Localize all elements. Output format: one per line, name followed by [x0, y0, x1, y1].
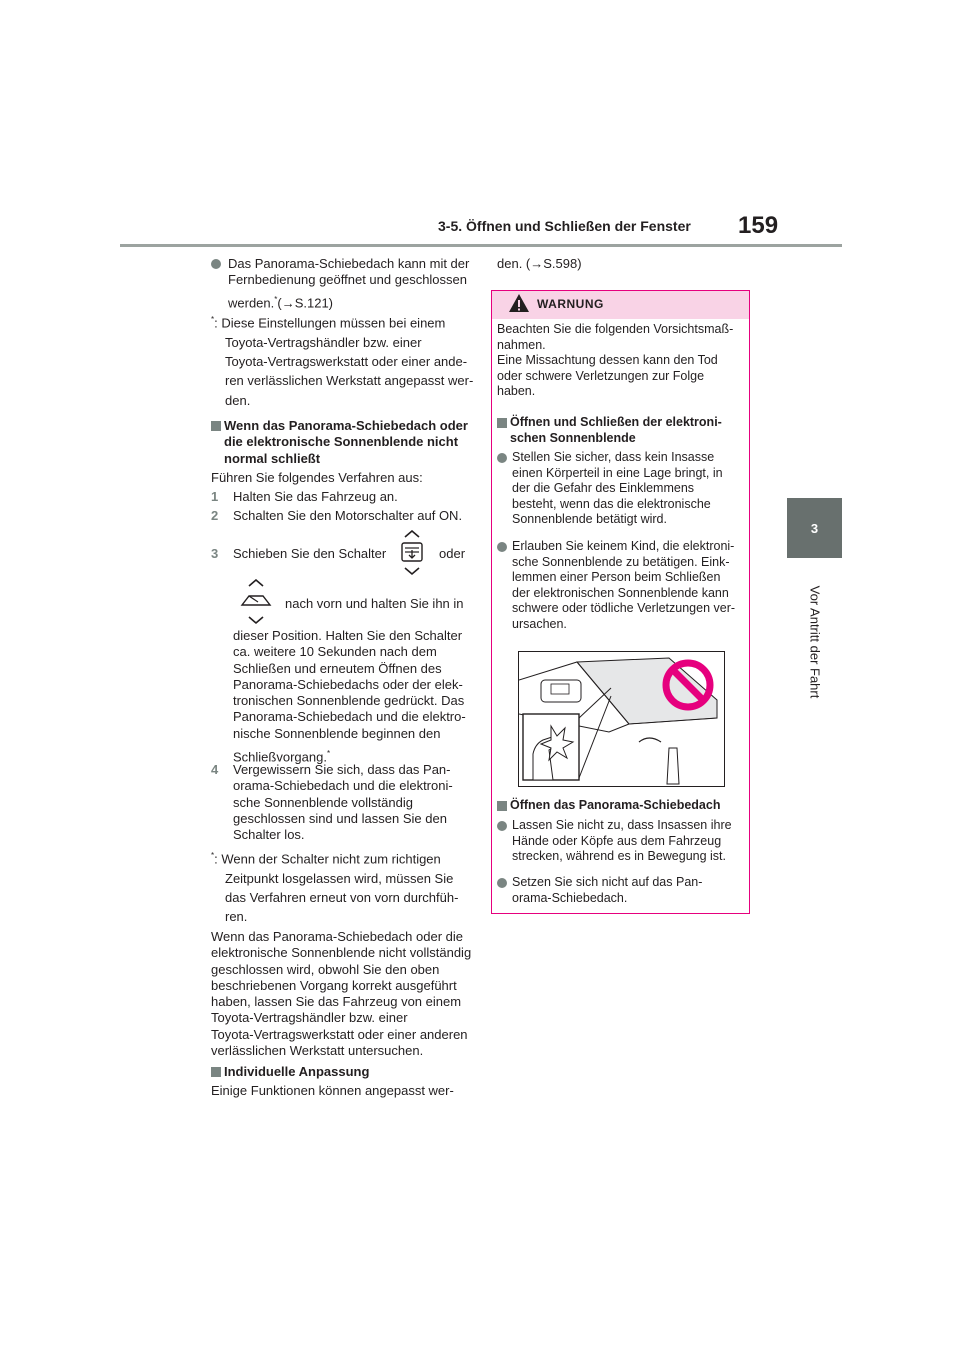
- step-text: Halten Sie das Fahrzeug an.: [233, 489, 398, 504]
- note-line: den.: [225, 392, 251, 408]
- step-line: Schließen und erneutem Öffnen des: [233, 660, 442, 676]
- warning-line: Setzen Sie sich nicht auf das Pan-: [512, 875, 703, 889]
- warning-line: der elektronischen Sonnenblende kann: [512, 585, 729, 600]
- page-number: 159: [738, 212, 779, 239]
- intro-line: werden.: [228, 294, 275, 310]
- continuation-text: den. (→S.598): [497, 256, 582, 271]
- heading-line: Öffnen und Schließen der elektroni-: [510, 415, 722, 429]
- inspection-paragraph: [211, 929, 481, 1059]
- bullet-icon: [497, 453, 507, 463]
- chapter-label-text: Vor Antritt der Fahrt: [807, 585, 823, 699]
- step-3-body: [233, 628, 483, 766]
- heading-text: Individuelle Anpassung: [224, 1064, 370, 1079]
- bullet-icon: [497, 878, 507, 888]
- warning-line: Hände oder Köpfe aus dem Fahrzeug: [512, 833, 722, 848]
- step-line: Vergewissern Sie sich, dass das Pan-: [233, 762, 451, 777]
- warning-line: orama-Schiebedach.: [512, 890, 628, 905]
- warning-bullet-4: [497, 875, 745, 906]
- step-line: ca. weitere 10 Sekunden nach dem: [233, 644, 437, 660]
- left-column: [211, 256, 481, 1126]
- warning-line: Lassen Sie nicht zu, dass Insassen ihre: [512, 818, 732, 832]
- warning-heading-sunshade: [497, 415, 745, 446]
- intro-bullet: [211, 256, 481, 311]
- warning-line: einen Körperteil in eine Lage bringt, in: [512, 465, 723, 480]
- procedure-intro: Führen Sie folgendes Verfahren aus:: [211, 470, 423, 485]
- bullet-icon: [211, 259, 221, 269]
- warning-line: strecken, während es in Bewegung ist.: [512, 849, 727, 864]
- note-line: : Diese Einstellungen müssen bei einem: [214, 315, 446, 331]
- heading-text: Öffnen das Panorama-Schiebedach: [510, 798, 721, 812]
- header-rule: [120, 244, 842, 247]
- heading-sunroof-not-closing: [211, 418, 481, 467]
- warning-line: besteht, wenn das die elektronische: [512, 496, 711, 511]
- warning-bullet-2: [497, 539, 745, 633]
- heading-line: schen Sonnenblende: [510, 430, 636, 445]
- warning-line: schwere oder tödliche Verletzungen ver-: [512, 601, 736, 616]
- warning-header: [492, 291, 749, 319]
- paragraph-line: verlässlichen Werkstatt untersuchen.: [211, 1043, 424, 1059]
- warning-heading-sunroof: [497, 798, 745, 814]
- car-interior-drawing: [519, 652, 724, 786]
- step-number: 3: [211, 546, 219, 561]
- step-line: dieser Position. Halten Sie den Schalter: [233, 628, 463, 643]
- step-2: [211, 508, 481, 524]
- warning-line: lemmen einer Person beim Schließen: [512, 570, 721, 585]
- chapter-tab: [787, 498, 842, 558]
- section-title: 3-5. Öffnen und Schließen der Fenster: [438, 218, 691, 234]
- note-line: ren verlässlichen Werkstatt angepasst wer-: [225, 373, 474, 389]
- step-4: [211, 762, 481, 843]
- footnote-marker: *: [274, 294, 278, 304]
- step-1: [211, 489, 481, 505]
- warning-line: Beachten Sie die folgenden Vorsichtsmaß-: [497, 322, 734, 336]
- step-line: orama-Schiebedach und die elektroni-: [233, 778, 453, 794]
- heading-line: Wenn das Panorama-Schiebedach oder: [224, 418, 468, 433]
- footnote-marker: *: [211, 851, 215, 860]
- warning-line: Sonnenblende betätigt wird.: [512, 512, 667, 527]
- paragraph-line: Toyota-Vertragswerkstatt oder einer anderen: [211, 1026, 468, 1042]
- customization-text: Einige Funktionen können angepasst wer-: [211, 1083, 454, 1098]
- footnote-marker: *: [211, 315, 215, 324]
- step-line: Schalter los.: [233, 827, 305, 843]
- paragraph-line: Wenn das Panorama-Schiebedach oder die: [211, 929, 463, 944]
- heading-customization: [211, 1064, 481, 1080]
- paragraph-line: haben, lassen Sie das Fahrzeug von einem: [211, 994, 462, 1010]
- step-text: nach vorn und halten Sie ihn in: [285, 596, 464, 611]
- chapter-number: 3: [810, 520, 819, 536]
- warning-intro: [497, 322, 745, 400]
- step-number: 4: [211, 762, 219, 777]
- warning-line: Eine Missachtung dessen kann den Tod: [497, 353, 718, 368]
- step-line: Panorama-Schiebedach und die elektro-: [233, 709, 466, 725]
- step-text: oder: [439, 546, 466, 561]
- sunshade-pinch-illustration: [518, 651, 725, 787]
- footnote-marker: *: [326, 749, 331, 759]
- warning-title: WARNUNG: [537, 297, 604, 311]
- step-line: sche Sonnenblende vollständig: [233, 794, 413, 810]
- heading-line: normal schließt: [224, 450, 321, 466]
- footnote-1: [211, 310, 481, 410]
- sunroof-switch-icon: [239, 579, 273, 627]
- heading-line: die elektronische Sonnenblende nicht: [224, 434, 459, 450]
- bullet-icon: [497, 542, 507, 552]
- square-bullet-icon: [211, 421, 221, 431]
- warning-line: sche Sonnenblende zu betätigen. Eink-: [512, 554, 730, 569]
- footnote-2: [211, 846, 481, 927]
- warning-line: oder schwere Verletzungen zur Folge: [497, 368, 705, 383]
- step-line: geschlossen sind und lassen Sie den: [233, 810, 447, 826]
- paragraph-line: beschriebenen Vorgang korrekt ausgeführt: [211, 977, 457, 993]
- step-line: Schließvorgang.: [233, 749, 327, 765]
- step-line: nische Sonnenblende beginnen den: [233, 725, 441, 741]
- square-bullet-icon: [497, 418, 507, 428]
- page-ref-link[interactable]: (→S.121): [277, 294, 334, 310]
- step-number: 1: [211, 489, 219, 504]
- warning-line: Erlauben Sie keinem Kind, die elektroni-: [512, 539, 735, 553]
- paragraph-line: elektronische Sonnenblende nicht vollständig: [211, 945, 472, 961]
- note-line: ren.: [225, 909, 248, 925]
- warning-triangle-icon: [508, 293, 530, 313]
- square-bullet-icon: [497, 801, 507, 811]
- step-text: Schieben Sie den Schalter: [233, 546, 387, 561]
- intro-line: Fernbedienung geöffnet und geschlossen: [228, 272, 468, 288]
- step-number: 2: [211, 508, 219, 523]
- warning-line: ursachen.: [512, 616, 567, 631]
- step-line: Panorama-Schiebedachs oder der elek-: [233, 676, 463, 692]
- note-line: Zeitpunkt losgelassen wird, müssen Sie: [225, 870, 454, 886]
- note-line: : Wenn der Schalter nicht zum richtigen: [214, 851, 441, 867]
- note-line: Toyota-Vertragswerkstatt oder einer ande-: [225, 353, 468, 369]
- note-line: das Verfahren erneut von vorn durchfüh-: [225, 889, 459, 905]
- chapter-label: [806, 572, 824, 712]
- warning-bullet-3: [497, 818, 745, 865]
- note-line: Toyota-Vertragshändler bzw. einer: [225, 334, 422, 350]
- sunshade-switch-icon: [397, 530, 427, 576]
- warning-line: Stellen Sie sicher, dass kein Insasse: [512, 450, 715, 464]
- bullet-icon: [497, 821, 507, 831]
- warning-bullet-1: [497, 450, 745, 528]
- paragraph-line: Toyota-Vertragshändler bzw. einer: [211, 1010, 408, 1026]
- square-bullet-icon: [211, 1067, 221, 1077]
- warning-line: haben.: [497, 384, 536, 399]
- step-text: Schalten Sie den Motorschalter auf ON.: [233, 508, 463, 523]
- intro-line: Das Panorama-Schiebedach kann mit der: [228, 256, 470, 271]
- paragraph-line: geschlossen wird, obwohl Sie den oben: [211, 961, 440, 977]
- warning-line: nahmen.: [497, 337, 546, 352]
- step-line: tronischen Sonnenblende gedrückt. Das: [233, 693, 465, 709]
- warning-line: der die Gefahr des Einklemmens: [512, 481, 695, 496]
